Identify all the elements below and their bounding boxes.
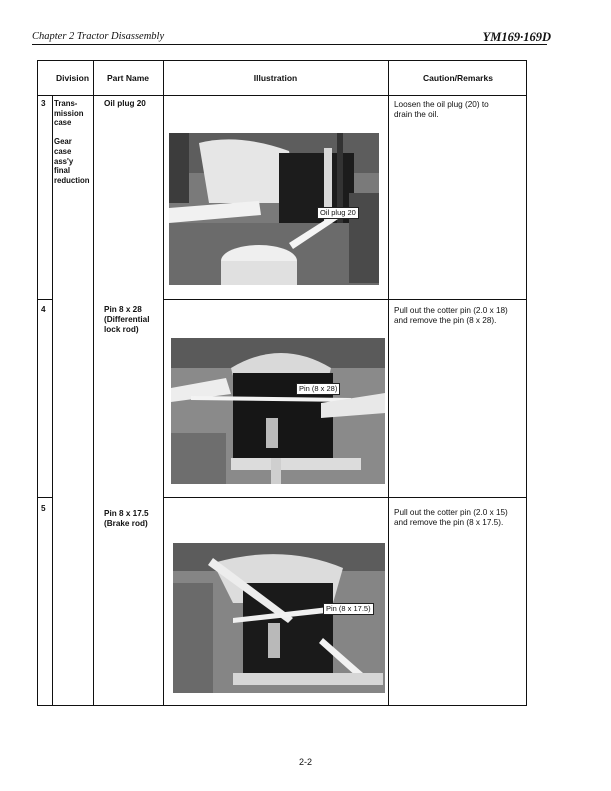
disassembly-table — [37, 60, 527, 706]
caution-header: Caution/Remarks — [423, 73, 493, 83]
part-name: Pin 8 x 28 (Differential lock rod) — [104, 305, 150, 334]
page-number: 2-2 — [298, 757, 312, 767]
header-row-divider — [38, 95, 526, 96]
illustration-header: Illustration — [253, 73, 298, 83]
pin-callout: Pin (8 x 28) — [296, 383, 340, 395]
row-number: 5 — [41, 504, 46, 513]
part-name: Oil plug 20 — [104, 99, 146, 108]
division-label: Trans- mission case Gear case ass'y final reduction — [54, 99, 90, 185]
pin-callout: Pin (8 x 17.5) — [323, 603, 374, 615]
division-header: Division — [55, 73, 90, 83]
row-divider — [38, 299, 52, 300]
differential-lock-pin-photo — [171, 338, 385, 484]
remark-text: Pull out the cotter pin (2.0 x 15) and remove the pin (8 x 17.5). — [394, 508, 508, 527]
part-name-header: Part Name — [106, 73, 150, 83]
remark-text: Loosen the oil plug (20) to drain the oil. — [394, 100, 489, 119]
illustration-column-divider — [388, 61, 389, 705]
header-rule — [32, 44, 547, 45]
part-name: Pin 8 x 17.5 (Brake rod) — [104, 509, 149, 528]
chapter-title: Chapter 2 Tractor Disassembly — [32, 31, 165, 42]
model-number: YM169·169D — [482, 30, 551, 44]
row-number: 3 — [41, 99, 46, 108]
brake-rod-pin-photo — [173, 543, 385, 693]
row-number: 4 — [41, 305, 46, 314]
row-divider — [163, 497, 526, 498]
num-column-divider — [52, 95, 53, 705]
remark-text: Pull out the cotter pin (2.0 x 18) and remove the pin (8 x 28). — [394, 306, 508, 325]
oil-plug-photo — [169, 133, 379, 285]
oil-plug-callout: Oil plug 20 — [317, 207, 359, 219]
division-column-divider — [93, 61, 94, 705]
part-column-divider — [163, 61, 164, 705]
row-divider — [38, 497, 52, 498]
row-divider — [163, 299, 526, 300]
